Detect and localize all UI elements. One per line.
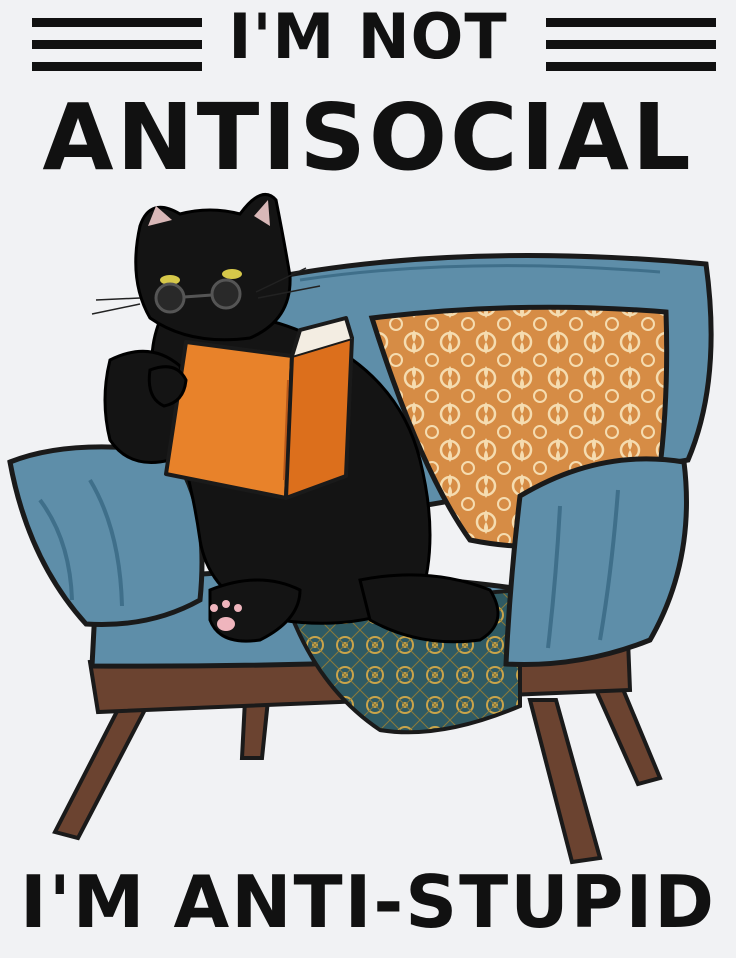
- headline-antisocial: ANTISOCIAL: [42, 84, 694, 191]
- headline-im-not: I'M NOT: [228, 0, 508, 73]
- headline-anti-stupid: I'M ANTI-STUPID: [19, 860, 717, 944]
- chair-armrest-right: [506, 459, 686, 665]
